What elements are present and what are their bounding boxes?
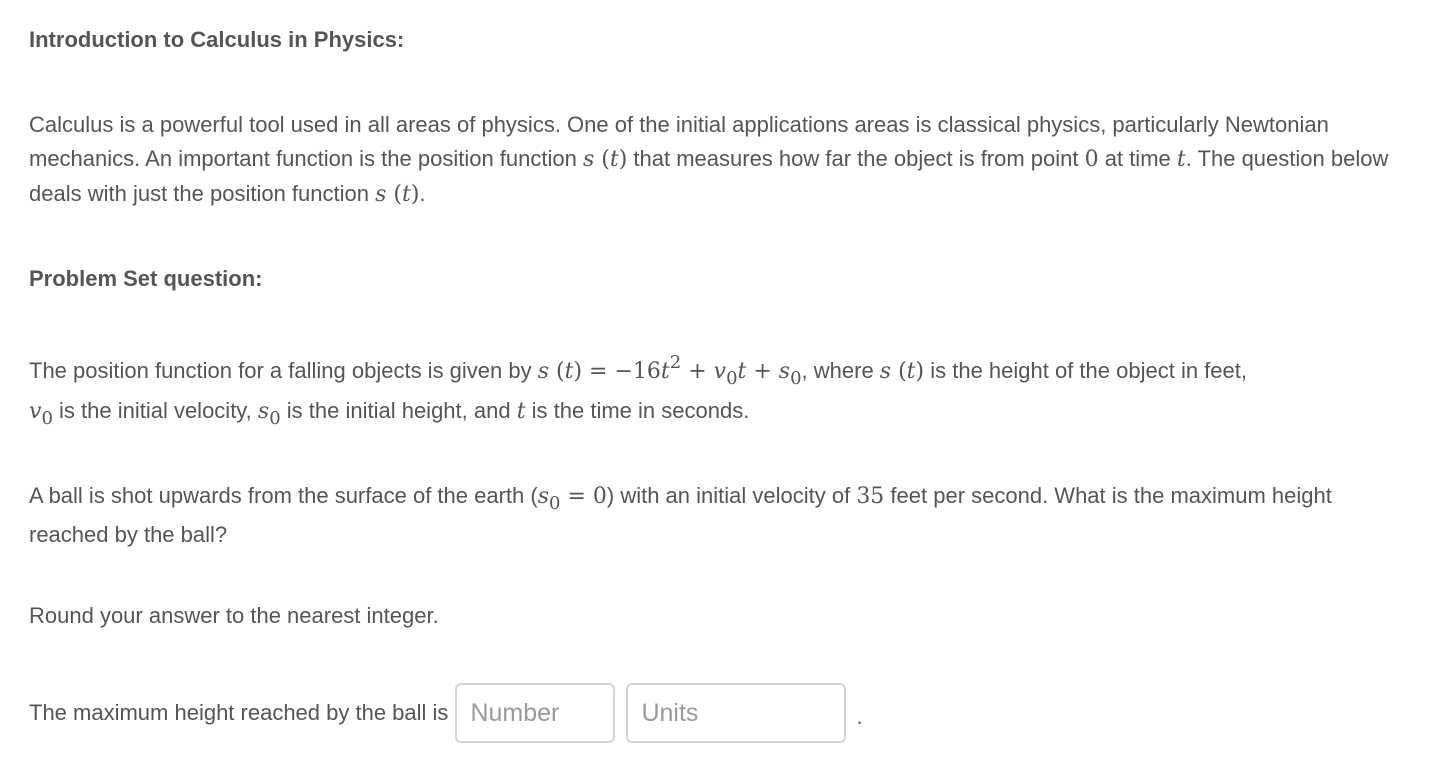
answer-label: The maximum height reached by the ball is: [29, 700, 449, 725]
units-input[interactable]: [626, 683, 846, 743]
intro-heading: Introduction to Calculus in Physics:: [29, 27, 405, 52]
rounding-instruction: Round your answer to the nearest integer.: [29, 603, 439, 628]
ball-question-paragraph: A ball is shot upwards from the surface of the earth $(s_0 = 0)$ with an initial velocity of 35 feet per second. What is the maximum height reached by the ball?: [29, 483, 1332, 547]
position-function-paragraph: The position function for a falling objects is given by s $(t) = -16t^2 + v_0t + s_0$, where s (t) is the height of the object in feet, $v_0$ is the initial velocity, $s_0$ is the initial height, and t is the time in seconds.: [29, 352, 1247, 429]
answer-row: [29, 683, 863, 743]
problem-heading: Problem Set question:: [29, 266, 263, 291]
answer-period: .: [856, 704, 863, 729]
intro-paragraph: Calculus is a powerful tool used in all areas of physics. One of the initial applications areas is classical physics, particularly Newtonian mechanics. An important function is the position function s (t) that measures how far the object is from point 0 at time t. The question below deals with just the position function s (t).: [29, 112, 1389, 207]
number-input[interactable]: [455, 683, 615, 743]
